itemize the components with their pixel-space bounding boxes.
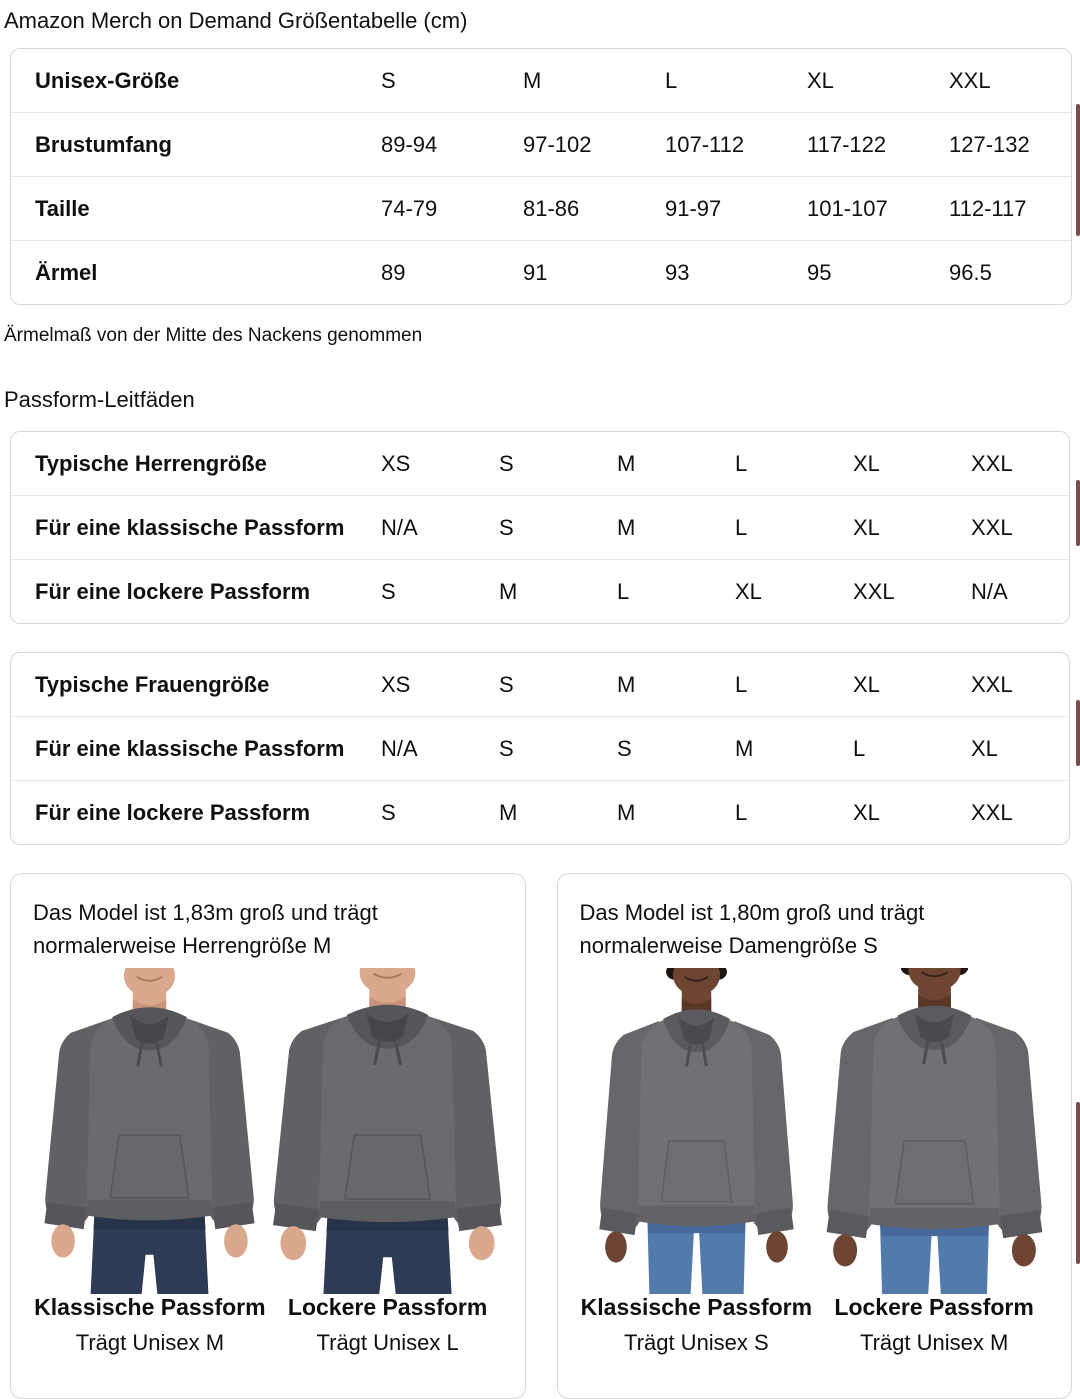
size-cell: XXL bbox=[971, 671, 1013, 697]
male-model-card bbox=[10, 873, 526, 1399]
model-cards-row bbox=[10, 873, 1072, 1399]
model-photo-male-classic bbox=[31, 968, 268, 1294]
size-cell: S bbox=[597, 716, 715, 780]
size-cell: S bbox=[499, 671, 514, 697]
sleeve-measure-note: Ärmelmaß von der Mitte des Nackens genommen bbox=[4, 325, 423, 346]
fit-label: Lockere Passform bbox=[834, 1294, 1034, 1320]
table-row bbox=[11, 495, 1069, 559]
row-label: Für eine klassische Passform bbox=[11, 716, 361, 780]
scrollbar-fragment[interactable] bbox=[1076, 104, 1080, 236]
row-label: Für eine lockere Passform bbox=[11, 780, 361, 844]
model-photo-female-loose bbox=[816, 968, 1053, 1294]
wears-label: Trägt Unisex M bbox=[75, 1330, 225, 1355]
size-cell: L bbox=[735, 450, 748, 476]
value-cell: 117-122 bbox=[787, 112, 929, 176]
value-cell: 91 bbox=[503, 240, 645, 304]
figure-classic-fit bbox=[578, 968, 816, 1356]
size-cell: S bbox=[361, 559, 479, 623]
size-cell: M bbox=[479, 559, 597, 623]
value-cell: 107-112 bbox=[645, 112, 787, 176]
fit-label: Klassische Passform bbox=[34, 1294, 266, 1320]
size-cell: XL bbox=[715, 559, 833, 623]
value-cell: 74-79 bbox=[361, 176, 503, 240]
size-cell: M bbox=[479, 780, 597, 844]
scrollbar-fragment[interactable] bbox=[1076, 480, 1080, 546]
table-row bbox=[11, 559, 1069, 623]
row-label: Taille bbox=[11, 176, 361, 240]
size-cell: XS bbox=[381, 671, 411, 697]
value-cell: 89-94 bbox=[361, 112, 503, 176]
value-cell: 96.5 bbox=[929, 240, 1071, 304]
size-cell: L bbox=[597, 559, 715, 623]
size-cell: XXL bbox=[949, 67, 991, 93]
size-cell: L bbox=[735, 671, 748, 697]
row-label: Für eine lockere Passform bbox=[11, 559, 361, 623]
size-cell: M bbox=[597, 495, 715, 559]
row-label: Unisex-Größe bbox=[35, 67, 180, 93]
size-cell: S bbox=[479, 716, 597, 780]
table-row bbox=[11, 780, 1069, 844]
model-description: Das Model ist 1,83m groß und trägt normalerweise Herrengröße M bbox=[33, 900, 378, 958]
size-cell: XXL bbox=[951, 780, 1069, 844]
unisex-size-table bbox=[10, 48, 1072, 305]
row-label: Für eine klassische Passform bbox=[11, 495, 361, 559]
size-cell: XL bbox=[853, 450, 880, 476]
row-label: Typische Frauengröße bbox=[35, 671, 270, 697]
size-cell: N/A bbox=[951, 559, 1069, 623]
size-cell: L bbox=[715, 780, 833, 844]
scrollbar-fragment[interactable] bbox=[1076, 700, 1080, 766]
row-label: Brustumfang bbox=[11, 112, 361, 176]
value-cell: 93 bbox=[645, 240, 787, 304]
fit-guides-heading: Passform-Leitfäden bbox=[4, 387, 195, 412]
female-model-card bbox=[557, 873, 1073, 1399]
row-label: Typische Herrengröße bbox=[35, 450, 267, 476]
value-cell: 91-97 bbox=[645, 176, 787, 240]
value-cell: 127-132 bbox=[929, 112, 1071, 176]
size-cell: XXL bbox=[833, 559, 951, 623]
size-cell: M bbox=[617, 671, 636, 697]
size-cell: M bbox=[597, 780, 715, 844]
size-cell: M bbox=[617, 450, 636, 476]
wears-label: Trägt Unisex M bbox=[859, 1330, 1009, 1355]
size-cell: S bbox=[361, 780, 479, 844]
table-row bbox=[11, 176, 1071, 240]
size-cell: M bbox=[523, 67, 542, 93]
size-cell: N/A bbox=[361, 495, 479, 559]
model-photo-female-classic bbox=[578, 968, 815, 1294]
table-row bbox=[11, 432, 1069, 495]
size-cell: L bbox=[833, 716, 951, 780]
size-cell: L bbox=[665, 67, 678, 93]
size-cell: XS bbox=[381, 450, 411, 476]
size-cell: XL bbox=[833, 780, 951, 844]
figure-classic-fit bbox=[31, 968, 269, 1356]
women-fit-table bbox=[10, 652, 1070, 845]
value-cell: 81-86 bbox=[503, 176, 645, 240]
scrollbar-fragment[interactable] bbox=[1076, 1102, 1080, 1264]
fit-label: Klassische Passform bbox=[580, 1294, 813, 1320]
figures-row bbox=[578, 968, 1054, 1356]
table-row bbox=[11, 716, 1069, 780]
table-row bbox=[11, 653, 1069, 716]
wears-label: Trägt Unisex L bbox=[316, 1330, 459, 1355]
size-cell: XL bbox=[951, 716, 1069, 780]
fit-label: Lockere Passform bbox=[287, 1294, 488, 1320]
value-cell: 101-107 bbox=[787, 176, 929, 240]
table-row bbox=[11, 49, 1071, 112]
model-description: Das Model ist 1,80m groß und trägt normalerweise Damengröße S bbox=[579, 900, 925, 958]
size-cell: XL bbox=[853, 671, 880, 697]
figure-loose-fit bbox=[269, 968, 507, 1356]
model-photo-male-loose bbox=[269, 968, 506, 1294]
size-cell: S bbox=[479, 495, 597, 559]
size-cell: S bbox=[499, 450, 514, 476]
size-cell: XXL bbox=[971, 450, 1013, 476]
value-cell: 112-117 bbox=[929, 176, 1071, 240]
size-cell: XXL bbox=[951, 495, 1069, 559]
page-title: Amazon Merch on Demand Größentabelle (cm) bbox=[4, 8, 468, 33]
table-row bbox=[11, 112, 1071, 176]
size-cell: M bbox=[715, 716, 833, 780]
size-cell: XL bbox=[833, 495, 951, 559]
value-cell: 97-102 bbox=[503, 112, 645, 176]
size-cell: N/A bbox=[361, 716, 479, 780]
row-label: Ärmel bbox=[11, 240, 361, 304]
table-row bbox=[11, 240, 1071, 304]
size-cell: S bbox=[381, 67, 396, 93]
size-cell: L bbox=[715, 495, 833, 559]
figures-row bbox=[31, 968, 507, 1356]
figure-loose-fit bbox=[815, 968, 1053, 1356]
men-fit-table bbox=[10, 431, 1070, 624]
size-cell: XL bbox=[807, 67, 834, 93]
value-cell: 89 bbox=[361, 240, 503, 304]
value-cell: 95 bbox=[787, 240, 929, 304]
wears-label: Trägt Unisex S bbox=[624, 1330, 769, 1355]
